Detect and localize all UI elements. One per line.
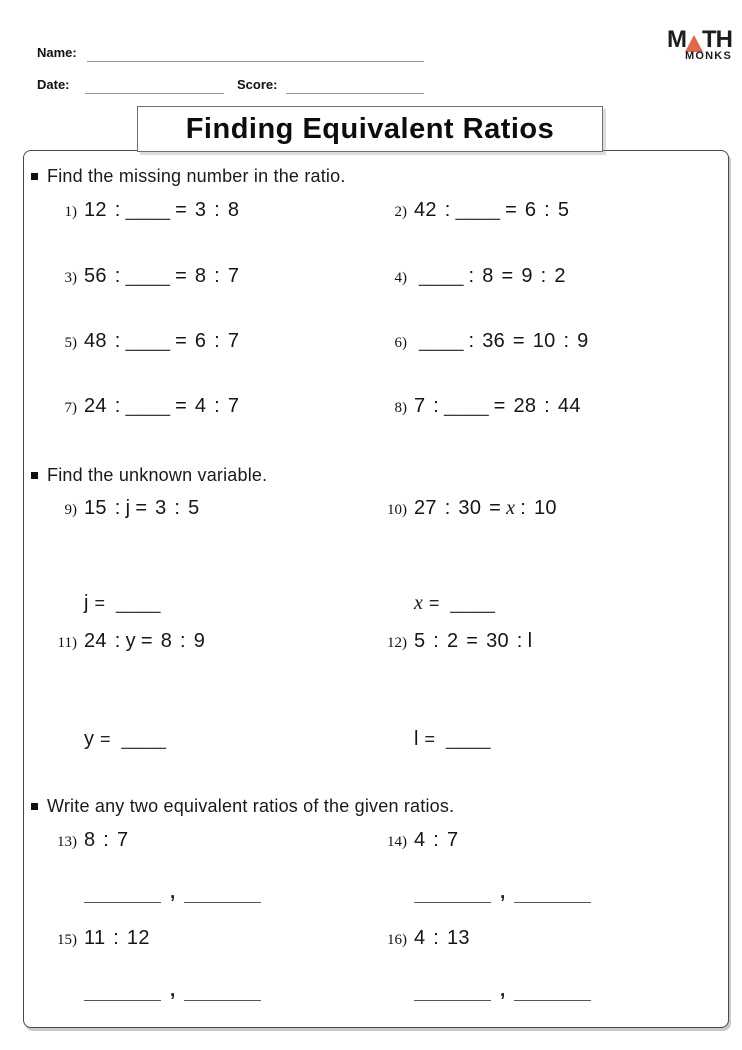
variable: j <box>125 497 131 519</box>
problem-pre: 56 : <box>84 265 121 287</box>
equals-sign: = <box>100 729 111 749</box>
problem-13 <box>51 829 128 852</box>
problem-text <box>84 497 200 520</box>
worksheet-title-box <box>137 106 603 152</box>
section1-heading: Find the missing number in the ratio. <box>47 166 346 186</box>
answer-blank[interactable]: ____ <box>121 728 167 750</box>
equals-sign: = <box>94 593 105 613</box>
missing-number-blank[interactable]: ____ <box>419 330 464 352</box>
problem-number: 6) <box>394 335 407 351</box>
bullet-square-icon <box>31 173 38 180</box>
problem-post: = 4 : 7 <box>175 395 240 417</box>
logo-letter-m: M <box>667 26 686 53</box>
problem-number: 8) <box>394 400 407 416</box>
answer-blank[interactable]: ____ <box>115 592 161 614</box>
problem-pre: 27 : 30 = <box>414 497 502 519</box>
problem-16 <box>381 927 470 950</box>
missing-number-blank[interactable]: ____ <box>125 265 171 287</box>
answer-line-10 <box>414 592 500 615</box>
answer-blank[interactable] <box>184 887 261 903</box>
problem-number: 2) <box>394 204 407 220</box>
answer-blank[interactable] <box>84 887 161 903</box>
answer-pair-16 <box>414 982 591 1001</box>
problem-7 <box>51 395 239 418</box>
problem-number: 10) <box>387 502 407 518</box>
answer-line-12 <box>414 728 495 751</box>
problem-post: : 36 = 10 : 9 <box>468 330 589 352</box>
comma-separator: , <box>170 980 176 1001</box>
problem-pre: 15 : <box>84 497 121 519</box>
problem-text <box>84 265 239 288</box>
problem-pre: 24 : <box>84 630 121 652</box>
equals-sign: = <box>428 593 440 613</box>
problem-15 <box>51 927 150 950</box>
logo-letters-th: TH <box>702 26 732 53</box>
answer-blank[interactable] <box>184 985 261 1001</box>
score-label: Score: <box>237 77 278 92</box>
answer-blank[interactable] <box>514 985 591 1001</box>
problem-text <box>84 330 239 353</box>
answer-variable: j <box>84 592 89 614</box>
problem-pre: 42 : <box>414 199 451 221</box>
problem-number: 4) <box>394 270 407 286</box>
problem-10 <box>381 497 557 520</box>
score-write-line[interactable] <box>286 76 424 94</box>
variable: l <box>527 630 533 652</box>
variable: y <box>125 630 136 652</box>
comma-separator: , <box>500 882 506 903</box>
answer-blank[interactable] <box>84 985 161 1001</box>
given-ratio: 8 : 7 <box>84 829 129 851</box>
problem-number: 11) <box>57 635 77 651</box>
date-write-line[interactable] <box>85 76 224 94</box>
bullet-square-icon <box>31 803 38 810</box>
problem-4 <box>381 265 566 288</box>
comma-separator: , <box>500 980 506 1001</box>
answer-variable: y <box>84 728 94 750</box>
given-ratio: 4 : 13 <box>414 927 470 949</box>
problem-post: = 8 : 7 <box>175 265 240 287</box>
problem-pre: 48 : <box>84 330 121 352</box>
name-write-line[interactable] <box>87 44 424 62</box>
problem-number: 5) <box>64 335 77 351</box>
problem-post: : 8 = 9 : 2 <box>468 265 566 287</box>
missing-number-blank[interactable]: ____ <box>125 395 171 417</box>
problem-number: 12) <box>387 635 407 651</box>
section2-heading-row <box>31 465 267 486</box>
given-ratio: 11 : 12 <box>84 927 150 949</box>
problem-post: = 6 : 7 <box>175 330 240 352</box>
problem-text <box>414 497 557 520</box>
section3-heading: Write any two equivalent ratios of the given ratios. <box>47 796 455 816</box>
problem-post: = 3 : 8 <box>175 199 240 221</box>
answer-pair-13 <box>84 884 261 903</box>
problem-text <box>414 395 581 418</box>
answer-pair-15 <box>84 982 261 1001</box>
answer-line-9 <box>84 592 165 615</box>
problem-text <box>84 395 239 418</box>
section2-heading: Find the unknown variable. <box>47 465 268 485</box>
problem-pre: 24 : <box>84 395 121 417</box>
problem-pre: 5 : 2 = 30 : <box>414 630 523 652</box>
answer-blank[interactable] <box>414 887 491 903</box>
worksheet-title: Finding Equivalent Ratios <box>185 112 555 145</box>
section1-heading-row <box>31 166 346 187</box>
problem-8 <box>381 395 581 418</box>
problem-pre: 12 : <box>84 199 121 221</box>
bullet-square-icon <box>31 472 38 479</box>
problem-9 <box>51 497 200 520</box>
variable: x <box>506 497 516 519</box>
math-monks-logo <box>652 28 732 62</box>
answer-line-11 <box>84 728 171 751</box>
comma-separator: , <box>170 882 176 903</box>
problem-text <box>84 630 205 653</box>
problem-number: 16) <box>387 932 407 948</box>
answer-variable: x <box>414 592 423 614</box>
answer-blank[interactable]: ____ <box>445 728 491 750</box>
problem-14 <box>381 829 458 852</box>
missing-number-blank[interactable]: ____ <box>419 265 464 287</box>
problem-number: 15) <box>57 932 77 948</box>
given-ratio: 4 : 7 <box>414 829 459 851</box>
problem-number: 3) <box>64 270 77 286</box>
problem-5 <box>51 330 239 353</box>
problem-6 <box>381 330 589 353</box>
answer-blank[interactable]: ____ <box>450 592 495 614</box>
problem-3 <box>51 265 239 288</box>
problem-text <box>414 330 589 353</box>
missing-number-blank[interactable]: ____ <box>125 199 171 221</box>
problem-text <box>414 199 569 222</box>
section3-heading-row <box>31 796 454 817</box>
problem-number: 13) <box>57 834 77 850</box>
answer-blank[interactable] <box>414 985 491 1001</box>
problem-12 <box>381 630 537 653</box>
name-label: Name: <box>37 45 77 60</box>
answer-pair-14 <box>414 884 591 903</box>
problem-number: 14) <box>387 834 407 850</box>
problem-text <box>414 265 566 288</box>
problem-text <box>414 630 537 653</box>
problem-number: 1) <box>64 204 77 220</box>
date-label: Date: <box>37 77 70 92</box>
answer-variable: l <box>414 728 419 750</box>
problem-text <box>84 199 239 222</box>
missing-number-blank[interactable]: ____ <box>125 330 171 352</box>
answer-blank[interactable] <box>514 887 591 903</box>
missing-number-blank[interactable]: ____ <box>444 395 489 417</box>
problem-post: : 10 <box>520 497 557 519</box>
problem-number: 7) <box>64 400 77 416</box>
problem-1 <box>51 199 239 222</box>
problem-2 <box>381 199 569 222</box>
logo-wordmark <box>667 28 732 52</box>
equals-sign: = <box>424 729 435 749</box>
problem-post: = 28 : 44 <box>493 395 581 417</box>
problem-pre: 7 : <box>414 395 440 417</box>
problem-11 <box>51 630 205 653</box>
logo-monks-text: MONKS <box>685 50 732 62</box>
problem-post: = 8 : 9 <box>140 630 206 652</box>
missing-number-blank[interactable]: ____ <box>455 199 501 221</box>
problem-post: = 6 : 5 <box>505 199 570 221</box>
problem-post: = 3 : 5 <box>135 497 200 519</box>
problem-number: 9) <box>64 502 77 518</box>
